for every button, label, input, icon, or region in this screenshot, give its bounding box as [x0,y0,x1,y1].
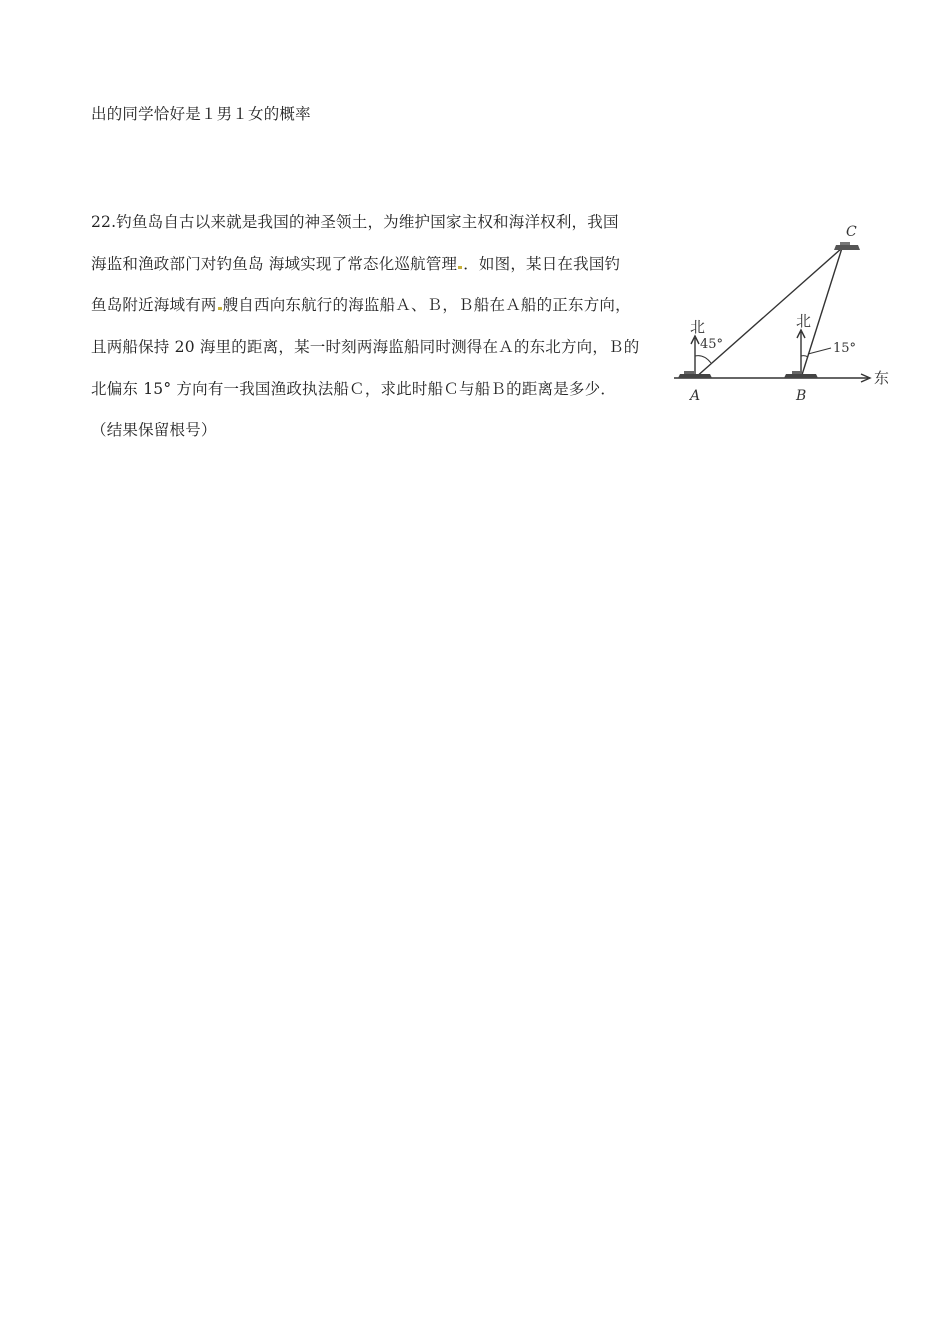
angle-arc-b [801,356,808,357]
question-22-line-3-part-b: 艘自西向东航行的海监船Ａ、Ｂ，Ｂ船在Ａ船的正东方向， [222,296,631,314]
label-a: A [690,388,701,404]
angle-leader-b [808,348,831,354]
ship-bearing-diagram [668,220,900,410]
highlight-mark [218,307,222,310]
segment-ac [695,248,842,378]
angle-label-b: 15° [833,341,857,356]
north-label-b: 北 [796,312,812,330]
question-22-line-4: 且两船保持 20 海里的距离，某一时刻两海监船同时测得在Ａ的东北方向，Ｂ的 [91,338,640,356]
angle-label-a: 45° [700,337,724,352]
question-22-line-2 [91,254,620,274]
ship-b-icon [784,371,818,378]
prev-question-tail: 出的同学恰好是１男１女的概率 [91,105,311,123]
question-22-line-5: 北偏东 15° 方向有一我国渔政执法船Ｃ，求此时船Ｃ与船Ｂ的距离是多少． [91,380,617,398]
question-22-line-2-part-a: 海监和渔政部门对钓鱼岛 海域实现了常态化巡航管理 [91,255,458,273]
question-22-line-6: （结果保留根号） [91,421,217,439]
east-label: 东 [874,369,890,387]
highlight-mark [458,266,462,269]
label-b: B [796,388,807,404]
ship-c-icon [834,242,860,250]
label-c: C [846,224,857,240]
question-22-line-3 [91,295,631,315]
question-22-line-3-part-a: 鱼岛附近海域有两 [91,296,217,314]
north-label-a: 北 [690,318,706,336]
angle-arc-a [695,356,711,363]
question-22-line-2-part-b: ．如图，某日在我国钓 [463,255,621,273]
question-22-line-1: 22.钓鱼岛自古以来就是我国的神圣领土，为维护国家主权和海洋权利，我国 [91,213,619,231]
